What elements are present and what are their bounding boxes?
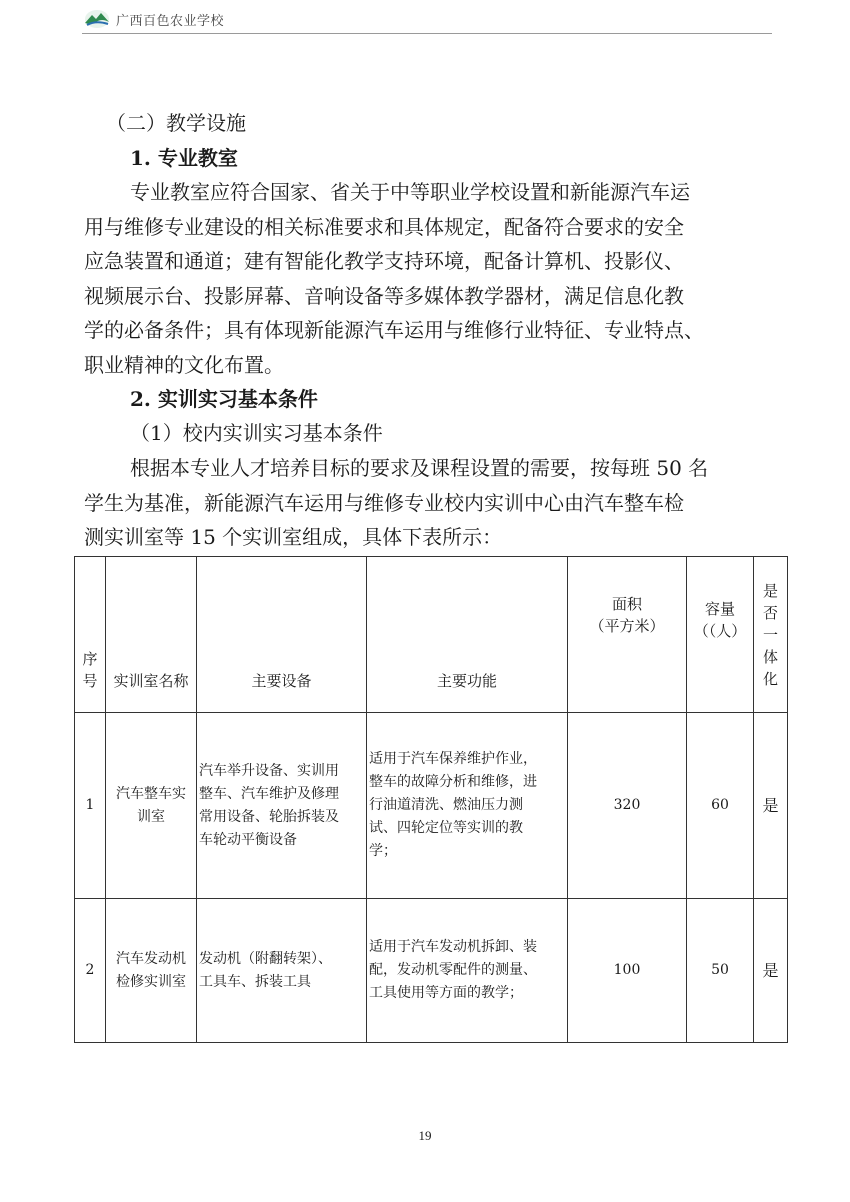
header-integrated: 是 否 一 体 化	[754, 557, 788, 713]
header-equipment: 主要设备	[197, 557, 367, 713]
paragraph-line: 应急装置和通道；建有智能化教学支持环境，配备计算机、投影仪、	[84, 249, 684, 273]
paragraph-line: 视频展示台、投影屏幕、音响设备等多媒体教学器材，满足信息化教	[84, 284, 684, 308]
cell-equipment: 发动机（附翻转架）、 工具车、拆装工具	[197, 899, 367, 1043]
cell-function: 适用于汽车保养维护作业， 整车的故障分析和维修，进 行油道清洗、燃油压力测 试、四轮定位等实训的教 学；	[367, 713, 568, 899]
paragraph-line: 学的必备条件；具有体现新能源汽车运用与维修行业特征、专业特点、	[84, 318, 704, 342]
page-number: 19	[418, 1128, 432, 1143]
header-function: 主要功能	[367, 557, 568, 713]
cell-seq: 2	[75, 899, 106, 1043]
cell-capacity: 60	[687, 713, 754, 899]
table-row	[75, 713, 788, 899]
cell-integrated: 是	[754, 713, 788, 899]
cell-capacity: 50	[687, 899, 754, 1043]
cell-function: 适用于汽车发动机拆卸、装 配，发动机零配件的测量、 工具使用等方面的教学；	[367, 899, 568, 1043]
subsection-heading-2-1: （1）校内实训实习基本条件	[130, 421, 383, 445]
header-area: 面积 （平方米）	[568, 557, 687, 713]
header-room-name: 实训室名称	[106, 557, 197, 713]
section-heading: （二）教学设施	[106, 111, 246, 135]
header-divider	[82, 33, 772, 34]
page-header	[84, 4, 224, 34]
cell-room-name: 汽车整车实 训室	[106, 713, 197, 899]
paragraph-line: 测实训室等 15 个实训室组成，具体下表所示：	[84, 525, 503, 549]
paragraph-line: 用与维修专业建设的相关标准要求和具体规定，配备符合要求的安全	[84, 215, 684, 239]
paragraph-line: 根据本专业人才培养目标的要求及课程设置的需要，按每班 50 名	[130, 456, 709, 480]
paragraph-line: 职业精神的文化布置。	[84, 353, 284, 377]
cell-room-name: 汽车发动机 检修实训室	[106, 899, 197, 1043]
cell-equipment: 汽车举升设备、实训用 整车、汽车维护及修理 常用设备、轮胎拆装及 车轮动平衡设备	[197, 713, 367, 899]
subsection-heading-2: 2. 实训实习基本条件	[130, 387, 318, 411]
cell-area: 100	[568, 899, 687, 1043]
mountain-logo-icon	[84, 9, 110, 29]
header-seq: 序 号	[75, 557, 106, 713]
lab-rooms-table	[74, 556, 788, 1043]
header-capacity: 容量 （（人）	[687, 557, 754, 713]
cell-area: 320	[568, 713, 687, 899]
subsection-heading-1: 1. 专业教室	[130, 146, 238, 170]
paragraph-line: 学生为基准，新能源汽车运用与维修专业校内实训中心由汽车整车检	[84, 491, 684, 515]
table-header-row	[75, 557, 788, 713]
paragraph-line: 专业教室应符合国家、省关于中等职业学校设置和新能源汽车运	[130, 180, 690, 204]
table-row	[75, 899, 788, 1043]
cell-integrated: 是	[754, 899, 788, 1043]
cell-seq: 1	[75, 713, 106, 899]
school-name: 广西百色农业学校	[116, 13, 225, 29]
